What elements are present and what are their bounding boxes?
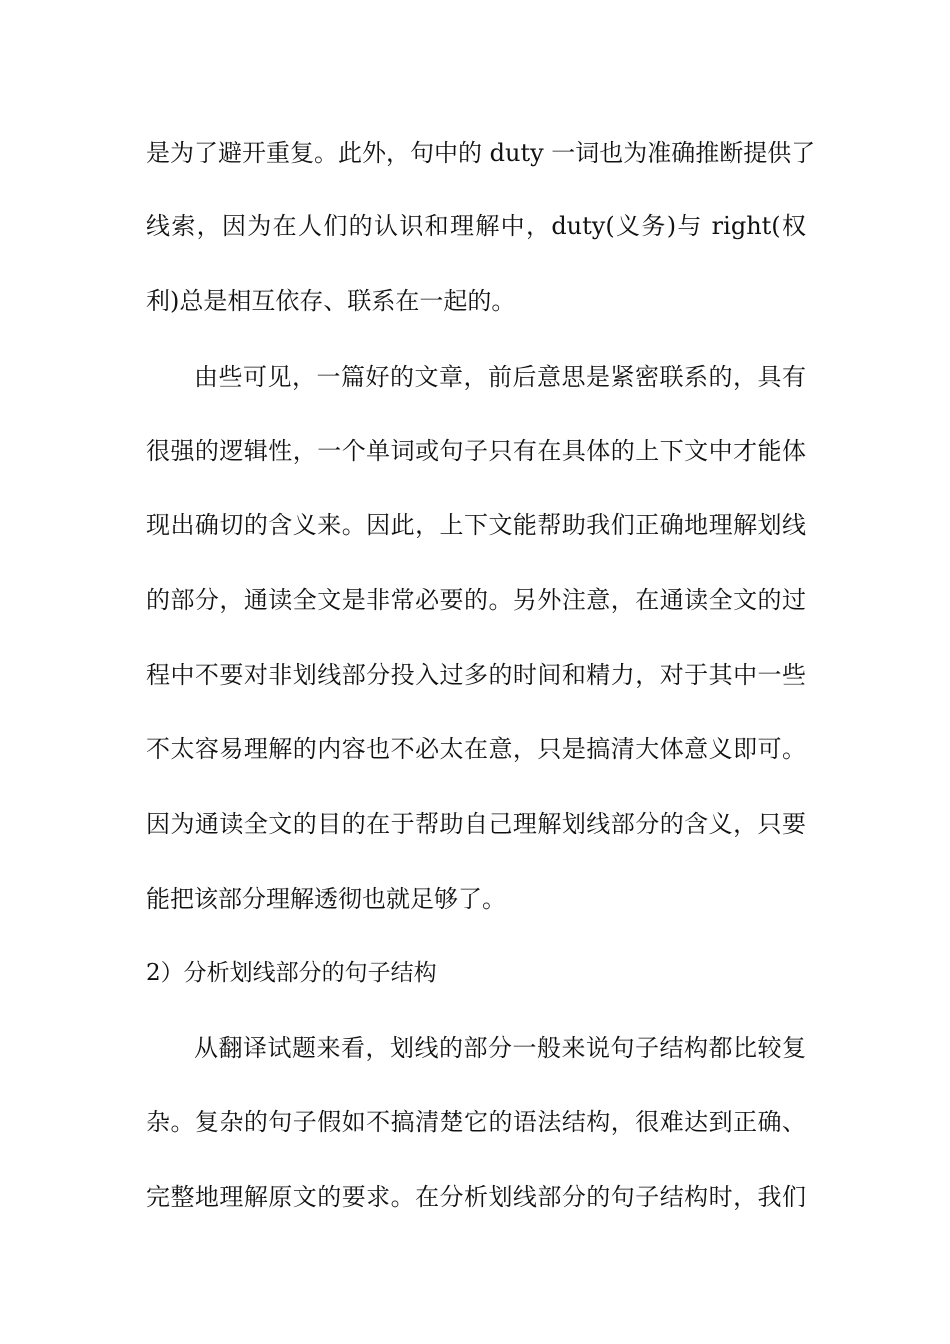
text-line: 利)总是相互依存、联系在一起的。 xyxy=(146,287,516,315)
text-line: 能把该部分理解透彻也就足够了。 xyxy=(146,885,506,913)
paragraph-first-line: 由些可见，一篇好的文章，前后意思是紧密联系的，具有 xyxy=(194,363,806,391)
text-line: 线索，因为在人们的认识和理解中，duty(义务)与 right(权 xyxy=(146,212,806,240)
text-line: 完整地理解原文的要求。在分析划线部分的句子结构时，我们 xyxy=(146,1183,806,1211)
paragraph-first-line: 从翻译试题来看，划线的部分一般来说句子结构都比较复 xyxy=(194,1034,806,1062)
text-line: 现出确切的含义来。因此，上下文能帮助我们正确地理解划线 xyxy=(146,511,806,539)
text-line: 是为了避开重复。此外，句中的 duty 一词也为准确推断提供了 xyxy=(146,139,816,167)
text-line: 不太容易理解的内容也不必太在意，只是搞清大体意义即可。 xyxy=(146,735,806,763)
text-line: 程中不要对非划线部分投入过多的时间和精力，对于其中一些 xyxy=(146,661,806,689)
text-line: 因为通读全文的目的在于帮助自己理解划线部分的含义，只要 xyxy=(146,810,806,838)
text-line: 很强的逻辑性，一个单词或句子只有在具体的上下文中才能体 xyxy=(146,437,806,465)
text-line: 杂。复杂的句子假如不搞清楚它的语法结构，很难达到正确、 xyxy=(146,1108,806,1136)
text-line: 的部分，通读全文是非常必要的。另外注意，在通读全文的过 xyxy=(146,586,806,614)
section-heading: 2）分析划线部分的句子结构 xyxy=(146,960,437,986)
